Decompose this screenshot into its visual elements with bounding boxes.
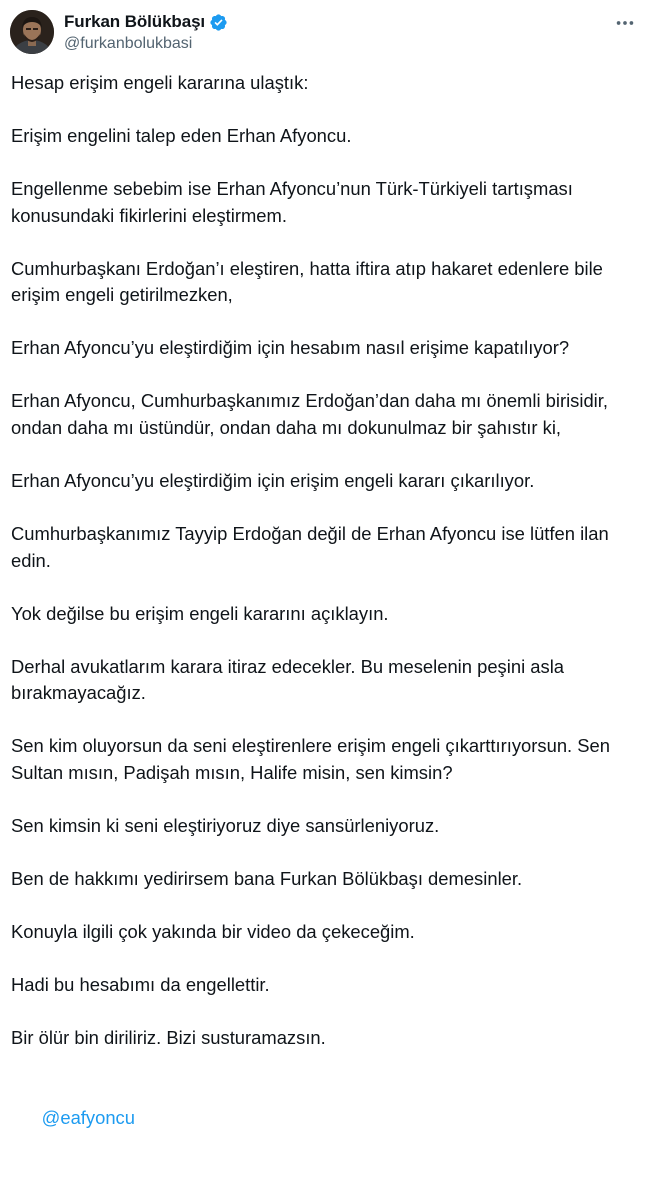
tweet-paragraph: Sen kim oluyorsun da seni eleştirenlere erişim engeli çıkarttırıyorsun. Sen Sultan mısın, Padişah mısın, Halife misin, sen kimsin? [11, 735, 610, 783]
tweet-paragraph: Yok değilse bu erişim engeli kararını açıklayın. [11, 602, 389, 624]
tweet-paragraph: Derhal avukatlarım karara itiraz edecekler. Bu meselenin peşini asla bırakmayacağız. [11, 655, 565, 704]
tweet-paragraph: Engellenme sebebim ise Erhan Afyoncu’nun Türk-Türkiyeli tartışması konusundaki fikirlerini eleştirmem. [11, 178, 573, 226]
tweet-paragraph: Cumhurbaşkanı Erdoğan’ı eleştiren, hatta iftira atıp hakaret edenlere bile erişim engeli getirilmezken, [11, 257, 603, 306]
avatar[interactable] [10, 10, 54, 54]
profile-photo-icon [10, 10, 54, 54]
tweet-paragraph: Bir ölür bin diriliriz. Bizi susturamazsın. [11, 1027, 326, 1049]
more-horizontal-icon[interactable] [614, 12, 636, 34]
author-name-row [64, 11, 228, 33]
tweet-paragraph-mention [11, 1079, 639, 1159]
tweet-header [10, 8, 640, 56]
tweet-paragraph: Hadi bu hesabımı da engellettir. [11, 974, 270, 996]
tweet-paragraph: Sen kimsin ki seni eleştiriyoruz diye sansürleniyoruz. [11, 815, 440, 837]
verified-badge-icon[interactable] [209, 13, 228, 32]
tweet-paragraph: Erhan Afyoncu’yu eleştirdiğim için hesabım nasıl erişime kapatılıyor? [11, 337, 570, 359]
tweet-text [11, 70, 639, 1185]
tweet-paragraph: Cumhurbaşkanımız Tayyip Erdoğan değil de Erhan Afyoncu ise lütfen ilan edin. [11, 523, 609, 571]
tweet-paragraph: Ben de hakkımı yedirirsem bana Furkan Bölükbaşı demesinler. [11, 868, 523, 890]
tweet-paragraph: Erhan Afyoncu, Cumhurbaşkanımız Erdoğan’dan daha mı önemli birisidir, ondan daha mı üstündür, ondan daha mı dokunulmaz bir şahıstır ki, [11, 390, 608, 438]
mention-link[interactable]: @eafyoncu [41, 1107, 135, 1128]
tweet-paragraph: Konuyla ilgili çok yakında bir video da çekeceğim. [11, 921, 415, 943]
tweet-paragraph: Hesap erişim engeli kararına ulaştık: [11, 72, 309, 93]
tweet-paragraph: Erişim engelini talep eden Erhan Afyoncu. [11, 125, 352, 147]
author-display-name[interactable]: Furkan Bölükbaşı [64, 12, 206, 31]
author-handle[interactable]: @furkanbolukbasi [64, 35, 193, 52]
author-block [64, 11, 228, 53]
tweet-paragraph: Erhan Afyoncu’yu eleştirdiğim için erişim engeli kararı çıkarılıyor. [11, 470, 535, 492]
